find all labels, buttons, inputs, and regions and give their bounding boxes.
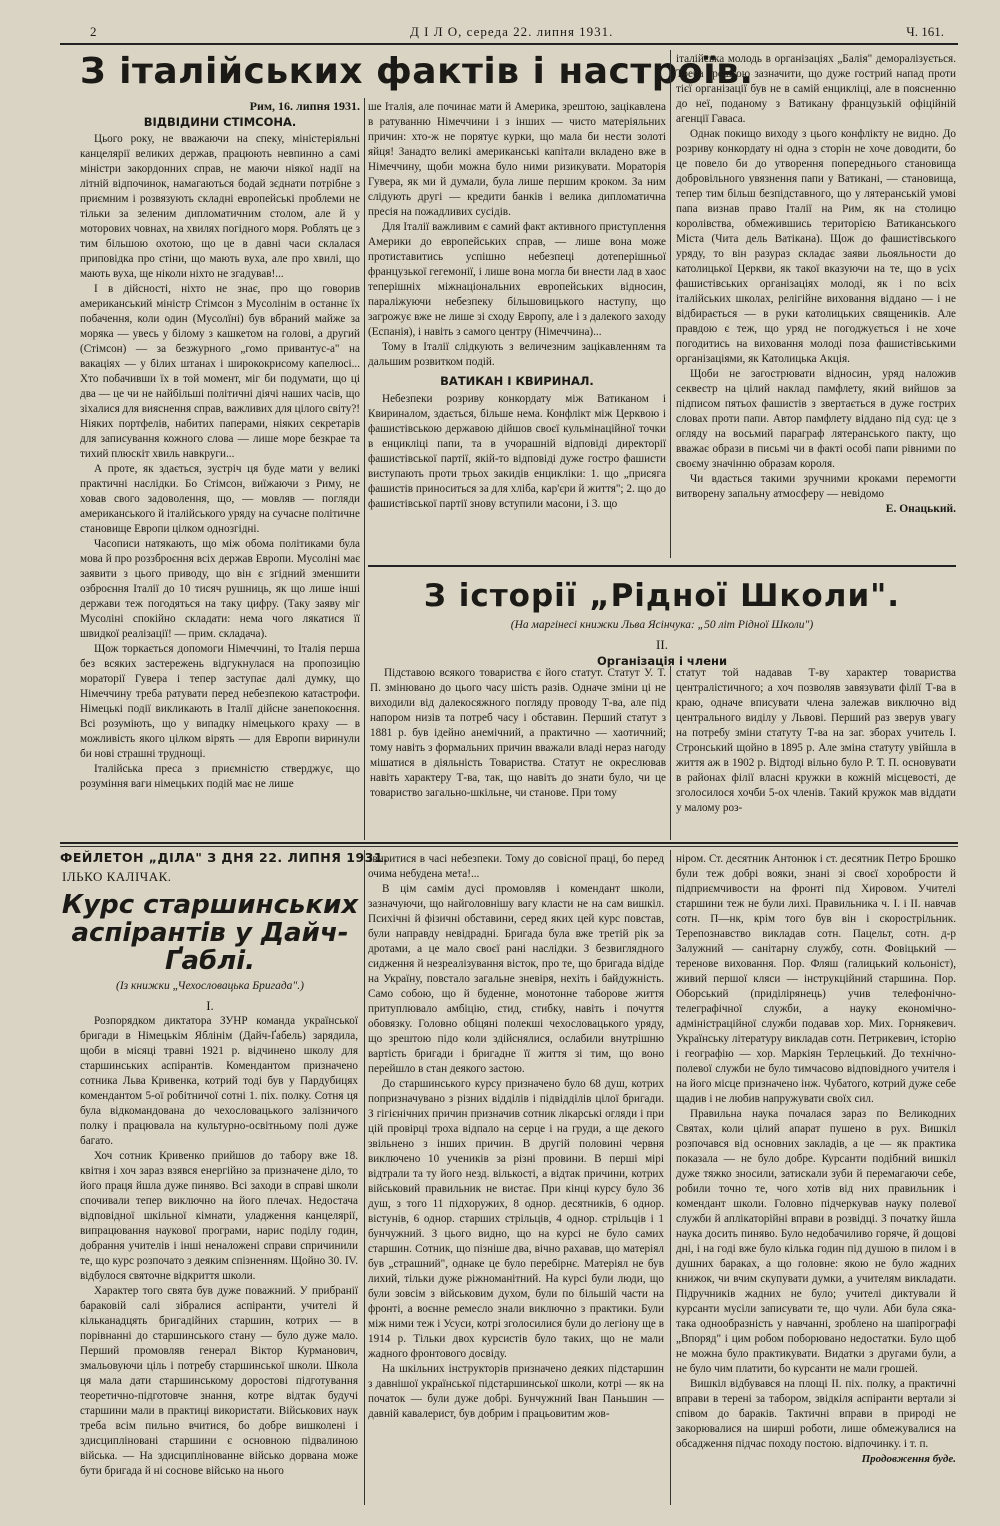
paragraph: І в дійсності, ніхто не знає, про що говорив американський міністр Стімсон з Мусолінім в останнє їх побачення, коли один (Мусолїні) був вбраний майже за моряка — увесь у білому з кашкетом на голові, а другий (Стімсон) — за безжурного „гомо привантус-а" на вакаціях — у білих штанах і ширококрисому капелюсі... Хто побачивши їх в той момент, міг би подумати, що ці два — це чи не найбільші політичні діячі наших часів, що зіхалися для вияснення справ, важливих для цілого світу?! Ніяких портфелів, набитих паперами, ніяких секретарів для записування кожного слова — лише море безкрае та тихий плюскіт хвиль навкруги... — [80, 283, 361, 460]
article1-headline-box — [60, 51, 754, 98]
article2-col-left — [370, 666, 666, 840]
article1-dateline: Рим, 16. липня 1931. — [249, 99, 360, 113]
paragraph: Хоч сотник Кривенко прийшов до табору вже 18. квітня і хоч зараз взявся енергійно за призначене діло, то його праця йшла дуже пиняво. Всі заходи в справі школи спочивали тепер виключно на його плечах. Недостача відповідної шкільної кімнати, уладження канцелярії, випрацювання наукової програми, нарис поділу годин, добрання учителів і інші неналожені справи спричинили те, що курс розпочато з деяким спізненням. Щойно 30. IV. відбулося святочне відкриття школи. — [80, 1150, 358, 1282]
paragraph: Однак покищо виходу з цього конфлікту не видно. До розриву конкордату ні одна з сторін не хоче доводити, бо це повело би до утворення попереднього становища добровільного увязнення папи у Ватикані, — становища, тепер тим більш безпідставного, що у лятеранській умові папа визнав право Італії на Рим, як на столицю королівства, обмежившись територією Ватиканського Міста (Чита дель Ватікана). Щож до фашистівського уряду, то він разураз складає заяви льояльности до католицької Церкви, як такої вказуючи на те, що в усіх фашистівських організаціях молоді, як і по всіх італійських школах, релігійне виховання віддано — і не відбирається — в руки католицьких священиків. Але правдою є теж, що уряд не погоджується і не хоче погодитись на виховання молоді поза фашистівськими організаціями, як Католицька Акція. — [676, 128, 956, 365]
article2-title: З історії „Рідної Школи". — [423, 578, 901, 614]
column-divider — [364, 850, 365, 1505]
article2-header — [368, 572, 956, 668]
paragraph: Чи вдасться такими зручними кроками перемогти витворену запальну атмосферу — невідомо — [676, 473, 956, 500]
feuilleton-col2 — [368, 852, 664, 1505]
issue-number: Ч. 161. — [906, 24, 944, 39]
feuilleton-source: (Із книжки „Чехословацька Бригада".) — [116, 980, 304, 992]
feuilleton-col1 — [60, 850, 389, 1505]
paper-date: Д І Л О, середа 22. липня 1931. — [410, 24, 614, 39]
article2-col-right — [676, 666, 956, 840]
section-heading-vatican: ВАТИКАН І КВИРИНАЛ. — [440, 374, 594, 388]
paragraph: ніром. Ст. десятник Антонюк і ст. десятник Петро Брошко були теж добрі вояки, знані зі своєї хоробрости й підприємчивости на фронті під Хировом. Учителі старшини теж не були лихі. Правильника ч. І. і II. навчав сотн. П—нк, крім того був він і скорострільник. Терепознавство викладав сотн. Пацельт, сотн. д-р Залужний — санітарну службу, сотн. Фовіцький — теренове виховання. Пор. Фляш (галицький кольоніст), живий першої кляси — інструкційний старшина. Пор. Оборський (приділірянець) учив телефонічно-телеграфічної служби, а науку економічно-адміністраційної служби подавав хор. Мих. Горнякевич. Українську літературу викладав сотн. Петрикевич, історію і географію — хор. Маркіян Терлецький. До технічно-полевої служби не було тимчасово відповідного учителя і на його місце призначено інж. Чубатого, котрий дуже себе щадив і не любив напружувати своїх сил. — [676, 853, 956, 1105]
paragraph: А проте, як здається, зустріч ця буде мати у великі практичні наслідки. Бо Стімсон, виїжаючи з Риму, не ховав свого задоволення, що, — мовляв — погляди американського й італійського уряду на сучасне політичне становище Европи цілком однозгідні. — [80, 463, 360, 535]
paragraph: Щож торкається допомоги Німеччині, то Італія перша без всяких застережень відгукнулася на пропозицію мораторії Гувера і тепер заступає далі думку, що Німеччину треба ратувати перед небезпекою катастрофи. Німецькі події викликають в Італії дійсне занепокоєння. Всі розуміють, що у випадку німецького краху — в можливість якого цілком вірять — для Европи виринули би нові страшні труднощі. — [80, 643, 360, 760]
paragraph: ше Італія, але починає мати й Америка, зрештою, зацікавлена в ратуванню Німеччини і з інших — чисто матеріяльних причин: хто-ж не порятує курки, що мала би нести золоті яйця! Занадто великі американські капітали вкладено вже в Німеччину, щоби можна було ними ризикувати. Мораторія Гувера, як ми й думали, була лише першим кроком. За ним слідують другі — кредити банків і велика дипломатична пресія на пожадливих сусідів. — [368, 101, 666, 218]
paragraph: Для Італії важливим є самий факт активного приступлення Америки до европейських справ, — лише вона може протиставитись успішно небезпеці дотеперішньої французької гегемонії, і лише вона могла би внести лад в хаос теперішніх міжнаціональних европейських відносин, параліжуючи небезпеку більшовицького наступу, що загрожує вже не лише зі сходу Европу, але і з далекого заходу (Еспанія), і навіть з самого центру (Німеччина)... — [368, 221, 666, 338]
paragraph: Правильна наука почалася зараз по Великодних Святах, коли цілий апарат пушено в рух. Вишкіл розпочався від основних закладів, а це — як практика показала — не було добре. Курсанти подібний вишкіл дуже тяжко зносили, затискали зуби й перемагаючи себе, робили точно те, чого хотів від них правильник і комендант школи. Головно підчеркував науку полевої служби й аплікаторійні вправи в розвідці. З початку йшла наука досить пиняво. Було недобачиливо горяче, й дощові дні, і на годі вже було кілька годин під душою в пилом і в душних бараках, а що головне: якою не було жадних книжок, чи вчим скупувати думки, а учителям викладати. Підручників жадних не було; учителі диктували й курсанти мусіли записувати те, що чули. Аби була сяка-така однообразність у навчанні, зроблено на шапірографі „Впоряд" і цим робом поборювано недостатки. Було щоб не можна було практикувати. Видатки з другами були, а не було чим платити, бо курсанти не мали грошей. — [676, 1108, 956, 1375]
feuilleton-part: І. — [206, 998, 214, 1013]
paragraph: Вишкіл відбувався на площі II. піх. полку, а практичні вправи в терені за табором, звідкіля аспіранти вертали зі співом до бараків. Тактичні вправи в природі не закорювалися на ширші роботи, лише обмежувалися на обсадження підчас походу постою. відпочинку. і т. п. — [676, 1378, 956, 1450]
section-heading-stimson: ВІДВІДИНИ СТІМСОНА. — [143, 115, 297, 129]
column-divider — [670, 50, 671, 558]
paragraph: звиритися в часі небезпеки. Тому до совісної праці, бо перед очима небудена мета!... — [368, 853, 664, 880]
paragraph: Характер того свята був дуже поважний. У прибранії бараковій салі зібралися аспіранти, учителі й кільканадцять бригадійних старшин, котрих — в порівнанні до старшинського стану — було дуже мало. Перший промовляв генерал Віктор Курманович, змальовуючи ціль і потребу старшинської школи. Школа ця мала дати старшинському доростові підготування теоретично-підготовче знання, котре відтак будучі старшини мали в практиці використати. Військових наук треба всім пильно вчитися, бо добре вишколені і здисципліновані старшини є основною підвалиною війська. — На здисциплінованне військо дорвана може бути бригада й ні соснове військо на нього — [80, 1285, 358, 1477]
page-number: 2 — [90, 24, 97, 39]
article2-subtitle: (На маргінесі книжки Льва Ясінчука: „50 літ Рідної Школи") — [510, 619, 814, 631]
paragraph: Тому в Італії слідкують з величезним зацікавленням та дальшим розвитком подій. — [368, 341, 666, 368]
feuilleton-header: ФЕЙЛЕТОН „ДІЛА" З ДНЯ 22. ЛИПНЯ 1931. — [60, 850, 389, 865]
paragraph: Щоби не загострювати відносин, уряд наложив секвестр на цілий наклад памфлету, який вийшов за підписом пятьох фашистів з звертається в дуже гострих словах проти папи. Автор памфлету віддано під суд: це з огляду на восьмий параграф лятеранського пакту, що вважає образи в письмі чи в факті особі папи рівними по своєму значінню образам короля. — [676, 368, 956, 470]
paragraph: Італійська преса з приємністю стверджує, що розуміння ваги німецьких подій має не лише — [80, 763, 360, 790]
paragraph: На шкільних інструкторів призначено деяких підстаршин з давнішої української підстаршинської школи, котрі — як на початок — були дуже добрі. Бунчужний Іван Паньшин — давній кавалерист, був добрим і працьовитим жов- — [368, 1363, 664, 1420]
article1-signature: Е. Онацький. — [885, 503, 956, 515]
continuation-note: Продовження буде. — [861, 1453, 956, 1465]
feuilleton-author: ІЛЬКО КАЛІЧАК. — [62, 869, 172, 884]
feuilleton-rule-thin — [60, 846, 958, 847]
paragraph: Небезпеки розриву конкордату між Ватиканом і Квириналом, здається, більше нема. Конфлікт між Церквою і фашистівською державою дійшов своєї кульмінаційної точки в енцикліці папи, та в учорашній відповіді директорії фашистівської партії, якій-то відповіді дуже гостро фашисти виступають проти трьох закидів енцикліки: 1. що „присяга фашистів приноситься за для хліба, кар'єри й життя"; 2. що до фашистівської партії знову вступили масони, і 3. що — [368, 393, 666, 510]
feuilleton-title: Курс старшинських аспірантів у Дайч-Ґаблі. — [61, 890, 359, 976]
paragraph: Розпорядком диктатора ЗУНР команда української бригади в Німецькім Яблінім (Дайч-Ґабель) зарядила, щоби в місяці травні 1921 р. відчинено школу для старшинських аспірантів. Комендантом призначено сотника Льва Кривенка, котрий тоді був у Пардубицях комендантом 5-ої робітничої сотні 1. піх. полку. Сотня ця була відкомандована до чехословацького залізничого полку і працювала на культурно-освітньому полі дуже багато. — [80, 1015, 358, 1147]
paragraph: В цім самім дусі промовляв і комендант школи, зазначуючи, що найголовнішу вагу класти не на сам вишкіл. Психічні й фізичні обставини, серед яких цей курс повстав, були направду невідрадні. Бригада була вже третій рік за дротами, а це мало своєї рані наслідки. З безвиглядного сидження й незреалізування вісток, про те, що бригада відіде на Україну, повстало загальне зневіря, нехіть і байдужність. Само собою, що й буденне, монотонне таборове життя притуплювало амбіцію, стид, стибку, навіть і почуття обовязку. Головно обіцяні полекші чехословацького уряду, що зрештою підо коли здійснялися, ослабили внутрішню вартість бригади і бригадне її життя зі тим, що воно перейшло в стан деякого застою. — [368, 883, 664, 1075]
article2-part: II. — [656, 637, 668, 652]
feuilleton-col3 — [676, 852, 956, 1505]
masthead — [60, 24, 954, 42]
section-rule — [368, 565, 956, 567]
column-divider — [670, 850, 671, 1505]
masthead-rule — [60, 43, 958, 45]
column-divider — [670, 666, 671, 840]
paragraph: італійська молодь в організаціях „Балія" деморалізується. Треба зрештою зазначити, що дуже гострий напад проти тієї організації був не в самій енцикліці, але в поясненню до неї, поданому з Ватикану французькій офіційній агенції Гаваса. — [676, 53, 956, 125]
article1-col3 — [676, 52, 956, 544]
paragraph: До старшинського курсу призначено було 68 душ, котрих попризначувано з різних відділів і підвідділів цілої бригади. З гігієнічних причин призначив сотник лікарські огляди і при цій провірці троха відпало на серце і на груди, а ще декого звільнено з інших причин. В другій половині червня виключено 10 учеників за різні провини. В перші мірі відтрали та ту його незд. вількості, а відтак причини, котрих військовий правильник не вистає. При кінці курсу було 36 душ, з того 11 підхоружих, 8 однор. десятників, 6 однор. вістунів, 6 однор. старших стрільців, 4 однор. стрільців і 1 бунчужний. З цього видно, що на курсі не було самих старшин. Сотник, що пізніше два, вічно рахавав, що матеріял був „страшний", однаке це було перебірнє. Матеріял не був лихий, тільки дуже ріжноманітний. На курсі були люди, що були зовсім з військовим духом, були по більшій части на фронті, а воєнне ремесло знали виключно з практики. Були між ними теж і Усуси, котрі зголосилися були до легіону ще в 1914 р. Тільки двох курсистів було таких, що не мали жадного фронтового досвіду. — [368, 1078, 664, 1360]
article1-col1 — [80, 98, 360, 838]
column-divider — [364, 98, 365, 840]
paragraph: Часописи натякають, що між обома політиками була мова й про роззброєння всіх держав Европи. Мусоліні має заявити з цього приводу, що він є згідний зменшити озброєння Італії до 10 тисяч рушниць, як що лише інші держави теж погодяться на таку цифру. (Таку заяву міг Мусоліні спокійно складати: нема чого лякатися її швидкої реалізації! — прим. складача). — [80, 538, 360, 640]
article2-section-heading: Організація і члени — [596, 654, 728, 668]
article1-title: З італійських фактів і настроїв. — [80, 51, 754, 92]
paragraph: Підставою всякого товариства є його статут. Статут У. Т. П. змінювано до цього часу шість разів. Одначе зміни ці не виходили від далекосяжного погляду проводу Т-ва, але під напором низів та потреб часу і обставин. Перший статут з 1881 р. був ідейно анемічний, а практично — хаотичний; тому навіть з формальних причин вважали владі нераз нагоду мішатися в діяльність Товариства. Статут не окреслював навіть характеру Т-ва, так, що навіть до знати було, чи це товариство загально-шкільне, чи станове. При тому — [370, 667, 666, 799]
paragraph: Цього року, не вважаючи на спеку, міністеріяльні канцелярії великих держав, працюють невпинно а самі міністри закордонних справ, не маючи ніякої надії на літній відпочинок, намагаються бодай зєднати потрібне з приємним і розвязують складні европейські проблеми не тільки за зеленим дипломатичним столом, але й у моторових човнах, на хвилях погідного моря. Роблять це з тим більшою охотою, що це в давні часи склалася приповідка про стіни, що мають вуха, але про хвилі, що мають вуха, ще ніколи ніхто не згадував!... — [80, 133, 360, 280]
article1-col2 — [368, 100, 666, 556]
paragraph: статут той надавав Т-ву характер товариства централістичного; а хоч позволяв завязувати філії Т-ва в краю, одначе вписувати члена залежав виключно від центрального виділу у Львові. Перший раз зверув увагу на потребу зміни статуту Т-ва на заг. зборах учитель І. Стронський щойно в 1895 р. Але зміна статуту увійшла в життя аж в 1902 р. Відтоді вільно було Р. Т. П. основувати в районах філії власні кружки в кожній місцевості, де зголосилося хочби 5-ох членів. Такий кружок мав віддати у малому роз- — [676, 667, 956, 814]
feuilleton-rule — [60, 842, 958, 844]
